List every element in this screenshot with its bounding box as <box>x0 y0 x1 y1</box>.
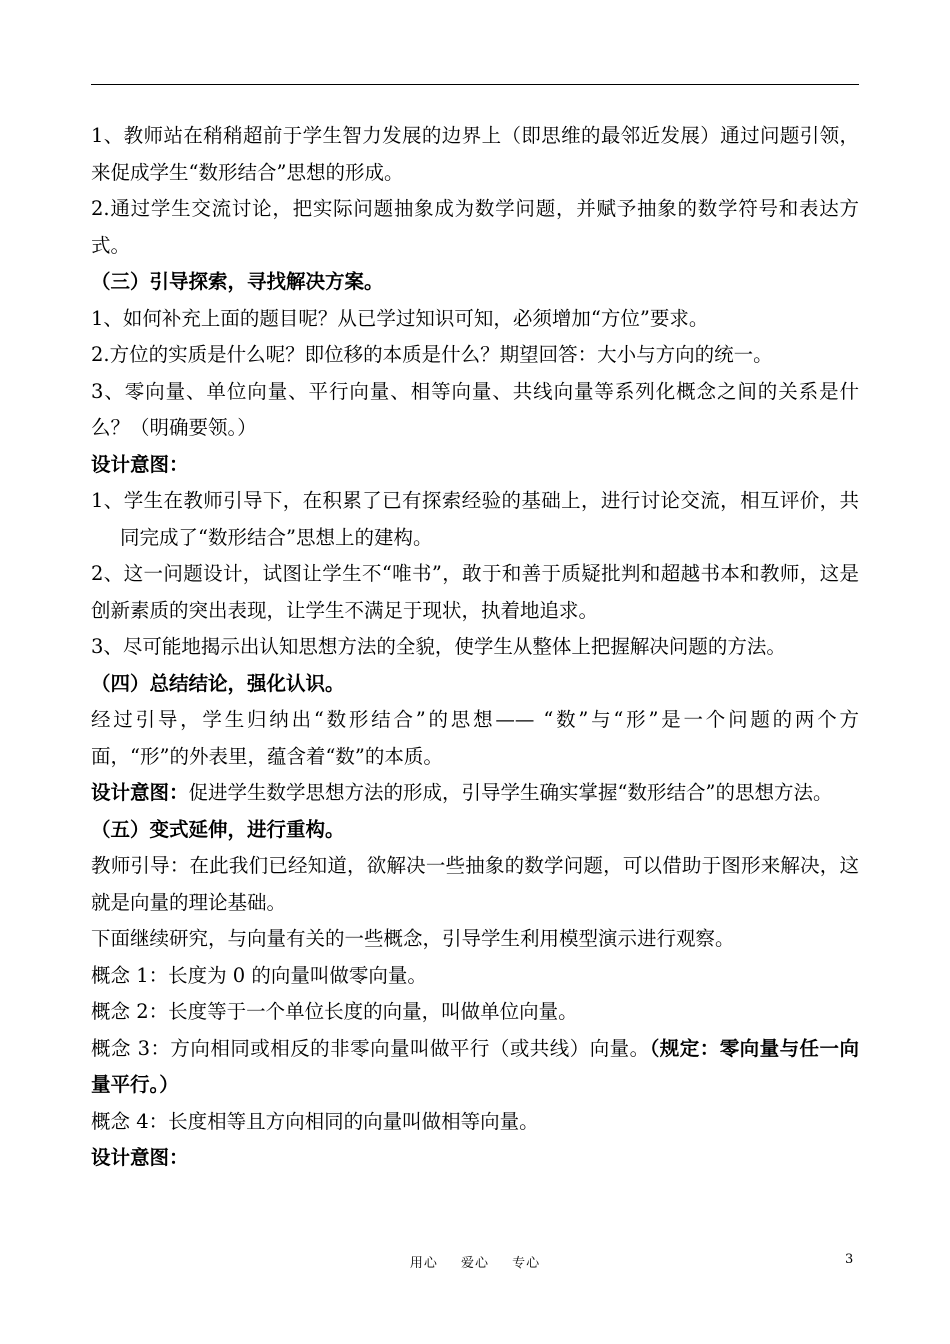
paragraph-6: 经过引导，学生归纳出“数形结合”的思想—— “数”与“形”是一个问题的两个方面，“形”的外表里，蕴含着“数”的本质。 <box>91 708 859 768</box>
page-number: 3 <box>845 1252 854 1267</box>
intent-item-1-text: 学生在教师引导下，在积累了已有探索经验的基础上，进行讨论交流，相互评价，共同完成了“数形结合”思想上的建构。 <box>120 489 859 549</box>
paragraph-2: 2.通过学生交流讨论，把实际问题抽象成为数学问题，并赋予抽象的数学符号和表达方式。 <box>91 197 859 257</box>
paragraph-5: 3、零向量、单位向量、平行向量、相等向量、共线向量等系列化概念之间的关系是什么？（明确要领。） <box>91 379 859 439</box>
concept-4: 概念 4：长度相等且方向相同的向量叫做相等向量。 <box>91 1109 539 1133</box>
paragraph-4: 2.方位的实质是什么呢？即位移的本质是什么？期望回答：大小与方向的统一。 <box>91 343 773 366</box>
header-rule <box>91 84 859 85</box>
paragraph-7: 教师引导：在此我们已经知道，欲解决一些抽象的数学问题，可以借助于图形来解决，这就是向量的理论基础。 <box>91 854 859 914</box>
section-heading-3: （三）引导探索，寻找解决方案。 <box>91 270 384 293</box>
document-body <box>91 118 859 1177</box>
paragraph-3: 1、如何补充上面的题目呢？从已学过知识可知，必须增加“方位”要求。 <box>91 306 709 330</box>
design-intent-2 <box>91 775 859 812</box>
design-intent-label-1: 设计意图： <box>91 452 189 476</box>
concept-2: 概念 2：长度等于一个单位长度的向量，叫做单位向量。 <box>91 1000 578 1023</box>
intent-item-2: 2、这一问题设计，试图让学生不“唯书”，敢于和善于质疑批判和超越书本和教师，这是创新素质的突出表现，让学生不满足于现状，执着地追求。 <box>91 562 859 622</box>
footer-word-2: 爱心 <box>460 1256 489 1271</box>
concept-3 <box>91 1031 859 1104</box>
footer-word-1: 用心 <box>409 1256 438 1271</box>
design-intent-label-2: 设计意图： <box>91 781 189 804</box>
intent-item-1-number: 1、 <box>91 489 124 512</box>
concept-3-text: 概念 3：方向相同或相反的非零向量叫做平行（或共线）向量。 <box>91 1036 650 1060</box>
intent-item-3: 3、尽可能地揭示出认知思想方法的全貌，使学生从整体上把握解决问题的方法。 <box>91 635 786 658</box>
paragraph-8: 下面继续研究，与向量有关的一些概念，引导学生利用模型演示进行观察。 <box>91 927 735 950</box>
section-heading-4: （四）总结结论，强化认识。 <box>91 671 345 695</box>
concept-1: 概念 1：长度为 0 的向量叫做零向量。 <box>91 963 427 987</box>
paragraph-1: 1、教师站在稍稍超前于学生智力发展的边界上（即思维的最邻近发展）通过问题引领，来促成学生“数形结合”思想的形成。 <box>91 124 859 184</box>
intent-item-1 <box>91 483 859 556</box>
design-intent-label-3: 设计意图： <box>91 1146 189 1169</box>
design-intent-text-2: 促进学生数学思想方法的形成，引导学生确实掌握“数形结合”的思想方法。 <box>188 781 833 804</box>
footer-motto <box>0 1252 950 1271</box>
footer-word-3: 专心 <box>512 1256 541 1271</box>
concept-3-rule: （规定：零向量与任一向量平行。） <box>91 1036 859 1096</box>
section-heading-5: （五）变式延伸，进行重构。 <box>91 817 345 841</box>
